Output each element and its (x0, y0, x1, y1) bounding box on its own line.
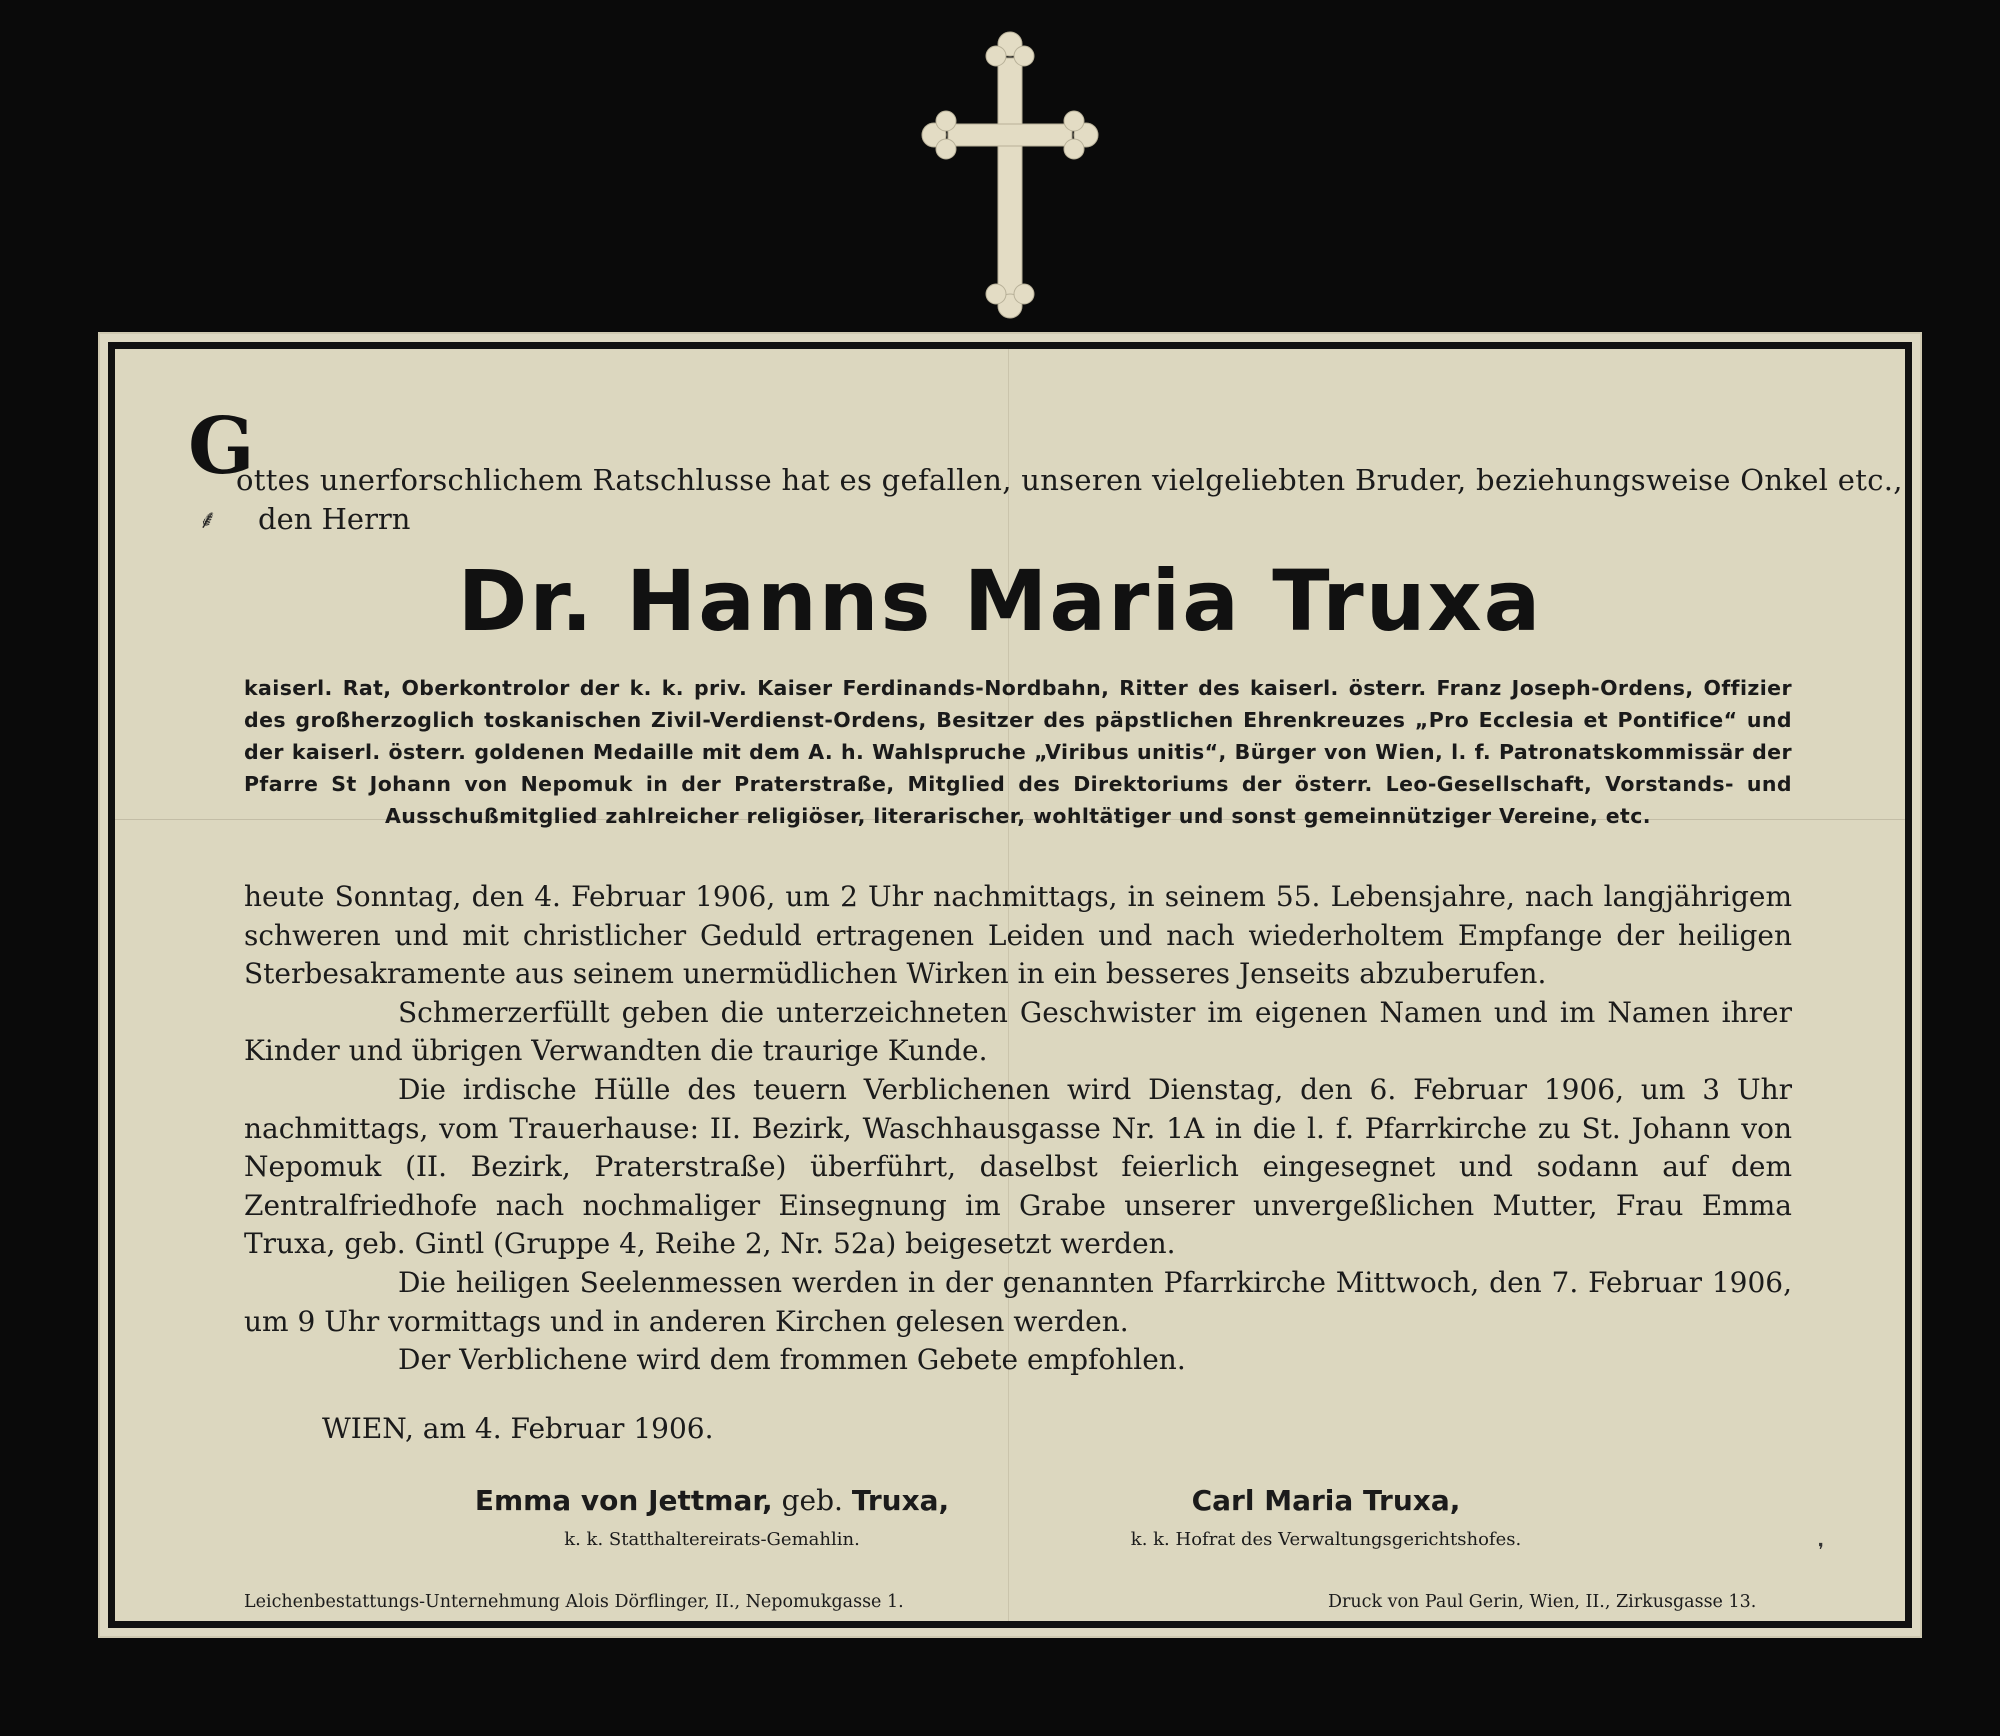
honorific-titles: kaiserl. Rat, Oberkontrolor der k. k. priv. Kaiser Ferdinands-Nordbahn, Ritter des kaiserl. österr. Franz Joseph-Ordens, Offizier des großherzoglich toskanischen Zivil-Verdienst-Ordens, Besitzer des päpstlichen Ehrenkreuzes „Pro Ecclesia et Pontifice“ und der kaiserl. österr. goldenen Medaille mit dem A. h. Wahlspruche „Viribus unitis“, Bürger von Wien, l. f. Patronatskommissär der Pfarre St Johann von Nepomuk in der Praterstraße, Mitglied des Direktoriums der österr. Leo-Gesellschaft, Vorstands- und Ausschußmitglied zahlreicher religiöser, literarischer, wohltätiger und sonst gemeinnütziger Vereine, etc. (244, 676, 1792, 828)
footer-undertaker: Leichenbestattungs-Unternehmung Alois Dörflinger, II., Nepomukgasse 1. (244, 1592, 904, 1612)
signatory-left (452, 1484, 972, 1550)
ornamental-initial: G (188, 401, 255, 492)
announcement-body (244, 878, 1792, 1380)
cross-icon (918, 28, 1102, 320)
signatory-right (1066, 1484, 1586, 1550)
flourish-icon: ⸙ (198, 505, 218, 535)
paragraph-prayer: Der Verblichene wird dem frommen Gebete empfohlen. (398, 1343, 1186, 1377)
signatory-left-role: k. k. Statthaltereirats-Gemahlin. (564, 1529, 860, 1550)
deceased-name: Dr. Hanns Maria Truxa (457, 552, 1543, 650)
opening-line-2: den Herrn (258, 502, 411, 536)
footer-printer: Druck von Paul Gerin, Wien, II., Zirkusgasse 13. (1328, 1592, 1757, 1612)
paragraph-death: heute Sonntag, den 4. Februar 1906, um 2 Uhr nachmittags, in seinem 55. Lebensjahre, nach langjährigem schweren und mit christlicher Geduld ertragenen Leiden und nach wiederholtem Empfange der heiligen Sterbesakramente aus seinem unermüdlichen Wirken in ein besseres Jenseits abzuberufen. (244, 880, 1792, 991)
paragraph-funeral: Die irdische Hülle des teuern Verblichenen wird Dienstag, den 6. Februar 1906, um 3 Uhr nachmittags, vom Trauerhause: II. Bezirk, Waschhausgasse Nr. 1A in die l. f. Pfarrkirche zu St. Johann von Nepomuk (II. Bezirk, Praterstraße) überführt, daselbst feierlich eingesegnet und sodann auf dem Zentralfriedhofe nach nochmaliger Einsegnung im Grabe unserer unvergeßlichen Mutter, Frau Emma Truxa, geb. Gintl (Gruppe 4, Reihe 2, Nr. 52a) beigesetzt werden. (244, 1072, 1792, 1261)
signatory-left-name: Emma von Jettmar, geb. Truxa, (474, 1484, 950, 1517)
ink-speck: ❜ (1818, 1540, 1824, 1561)
paragraph-grief: Schmerzerfüllt geben die unterzeichneten Geschwister im eigenen Namen und im Namen ihrer Kinder und übrigen Verwandten die traurige Kunde. (244, 995, 1792, 1068)
paragraph-masses: Die heiligen Seelenmessen werden in der genannten Pfarrkirche Mittwoch, den 7. Februar 1906, um 9 Uhr vormittags und in anderen Kirchen gelesen werden. (244, 1265, 1792, 1338)
opening-line-1: ottes unerforschlichem Ratschlusse hat es gefallen, unseren vielgeliebten Bruder, beziehungsweise Onkel etc., (236, 463, 1903, 497)
signatory-right-name: Carl Maria Truxa, (1191, 1484, 1461, 1517)
dateline: WIEN, am 4. Februar 1906. (322, 1412, 714, 1445)
signatory-right-role: k. k. Hofrat des Verwaltungsgerichtshofes. (1130, 1529, 1522, 1550)
